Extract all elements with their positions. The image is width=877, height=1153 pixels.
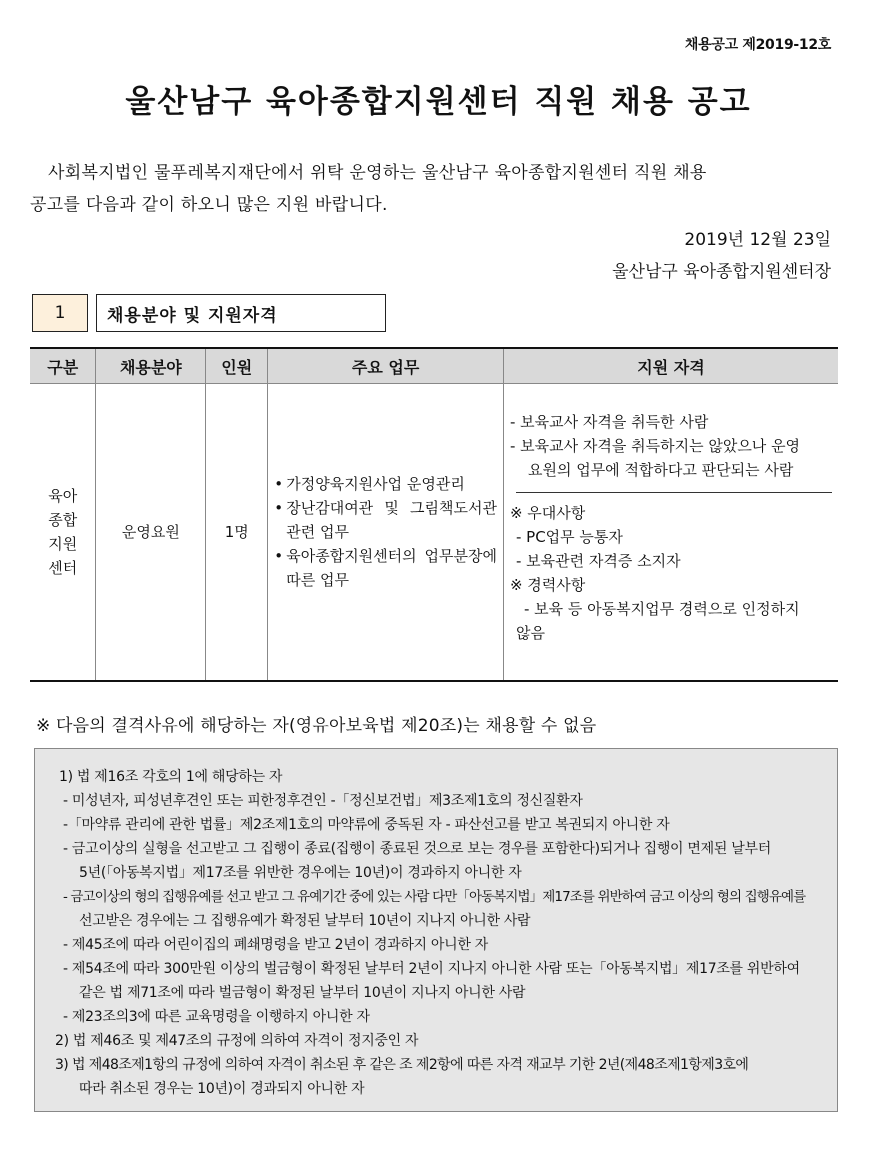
- disqualification-line: 3) 법 제48조제1항의 규정에 의하여 자격이 취소된 후 같은 조 제2항에 따른 자격 재교부 기한 2년(제48조제1항제3호에: [55, 1057, 749, 1073]
- table-header-row: [30, 348, 838, 384]
- recruitment-table: [30, 347, 838, 682]
- disqualification-line: - 제23조의3에 따른 교육명령을 이행하지 아니한 자: [63, 1009, 370, 1025]
- career-line: - 보육 등 아동복지업무 경력으로 인정하지: [523, 600, 800, 618]
- header-qualifications: 지원 자격: [503, 348, 838, 384]
- disqualification-line: 같은 법 제71조에 따라 벌금형이 확정된 날부터 10년이 지나지 아니한 사람: [79, 985, 526, 1001]
- qualification-line: - 보육교사 자격을 취득하지는 않았으나 운영: [509, 437, 801, 455]
- issuer: 울산남구 육아종합지원센터장: [612, 262, 831, 282]
- disqualification-line: 따라 취소된 경우는 10년)이 경과되지 아니한 자: [79, 1081, 365, 1097]
- disqualification-box: [34, 748, 838, 1112]
- career-line: 않음: [515, 624, 545, 642]
- intro-line-1: 사회복지법인 물푸레복지재단에서 위탁 운영하는 울산남구 육아종합지원센터 직원 채용: [48, 163, 707, 183]
- header-field: 채용분야: [96, 348, 206, 384]
- list-item: • 육아종합지원센터의 업무분장에 따른 업무: [286, 544, 497, 592]
- preference-title: ※ 우대사항: [509, 504, 586, 522]
- preference-line: - 보육관련 자격증 소지자: [515, 552, 681, 570]
- disqualification-line: 2) 법 제46조 및 제47조의 규정에 의하여 자격이 정지중인 자: [55, 1033, 419, 1049]
- section-number: 1: [32, 294, 88, 332]
- intro-line-2: 공고를 다음과 같이 하오니 많은 지원 바랍니다.: [30, 195, 388, 215]
- disqualification-line: 5년(「아동복지법」제17조를 위반한 경우에는 10년)이 경과하지 아니한 자: [79, 865, 522, 881]
- intro-paragraph: [30, 157, 838, 221]
- disqualification-line: - 금고이상의 형의 집행유예를 선고 받고 그 유예기간 중에 있는 사람 다만「아동복지법」제17조를 위반하여 금고 이상의 형의 집행유예를: [63, 889, 806, 905]
- list-item: • 가정양육지원사업 운영관리: [286, 472, 497, 496]
- duties-list: [272, 472, 497, 592]
- disqualification-line: 1) 법 제16조 각호의 1에 해당하는 자: [59, 769, 283, 785]
- section-title: 채용분야 및 지원자격: [96, 294, 386, 332]
- divider: [516, 492, 832, 493]
- disqualification-line: 선고받은 경우에는 그 집행유예가 확정된 날부터 10년이 지나지 아니한 사람: [79, 913, 531, 929]
- disqualification-line: - 금고이상의 실형을 선고받고 그 집행이 종료(집행이 종료된 것으로 보는 경우를 포함한다)되거나 집행이 면제된 날부터: [63, 841, 771, 857]
- qualifications-cell: [503, 384, 838, 682]
- count-cell: 1명: [206, 384, 268, 682]
- disqualification-line: - 미성년자, 피성년후견인 또는 피한정후견인 -「정신보건법」제3조제1호의 정신질환자: [63, 793, 583, 809]
- preference-line: - PC업무 능통자: [515, 528, 623, 546]
- notice-date: 2019년 12월 23일: [684, 230, 831, 250]
- career-title: ※ 경력사항: [509, 576, 586, 594]
- field-cell: 운영요원: [96, 384, 206, 682]
- disqualification-line: - 제54조에 따라 300만원 이상의 벌금형이 확정된 날부터 2년이 지나지 아니한 사람 또는「아동복지법」제17조를 위반하여: [63, 961, 800, 977]
- qualification-line: - 보육교사 자격을 취득한 사람: [509, 413, 709, 431]
- table-row: [30, 384, 838, 682]
- header-division: 구분: [30, 348, 96, 384]
- header-duties: 주요 업무: [268, 348, 504, 384]
- disqualification-line: -「마약류 관리에 관한 법률」제2조제1호의 마약류에 중독된 자 - 파산선고를 받고 복권되지 아니한 자: [63, 817, 670, 833]
- notice-number: 채용공고 제2019-12호: [684, 37, 831, 53]
- qualification-line: 요원의 업무에 적합하다고 판단되는 사람: [527, 461, 794, 479]
- list-item: • 장난감대여관 및 그림책도서관 관련 업무: [286, 496, 497, 544]
- page-title: 울산남구 육아종합지원센터 직원 채용 공고: [125, 84, 752, 120]
- disqualification-heading: ※ 다음의 결격사유에 해당하는 자(영유아보육법 제20조)는 채용할 수 없음: [36, 716, 597, 736]
- division-cell: 육아 종합 지원 센터: [30, 384, 96, 682]
- header-count: 인원: [206, 348, 268, 384]
- disqualification-line: - 제45조에 따라 어린이집의 폐쇄명령을 받고 2년이 경과하지 아니한 자: [63, 937, 488, 953]
- duties-cell: [268, 384, 504, 682]
